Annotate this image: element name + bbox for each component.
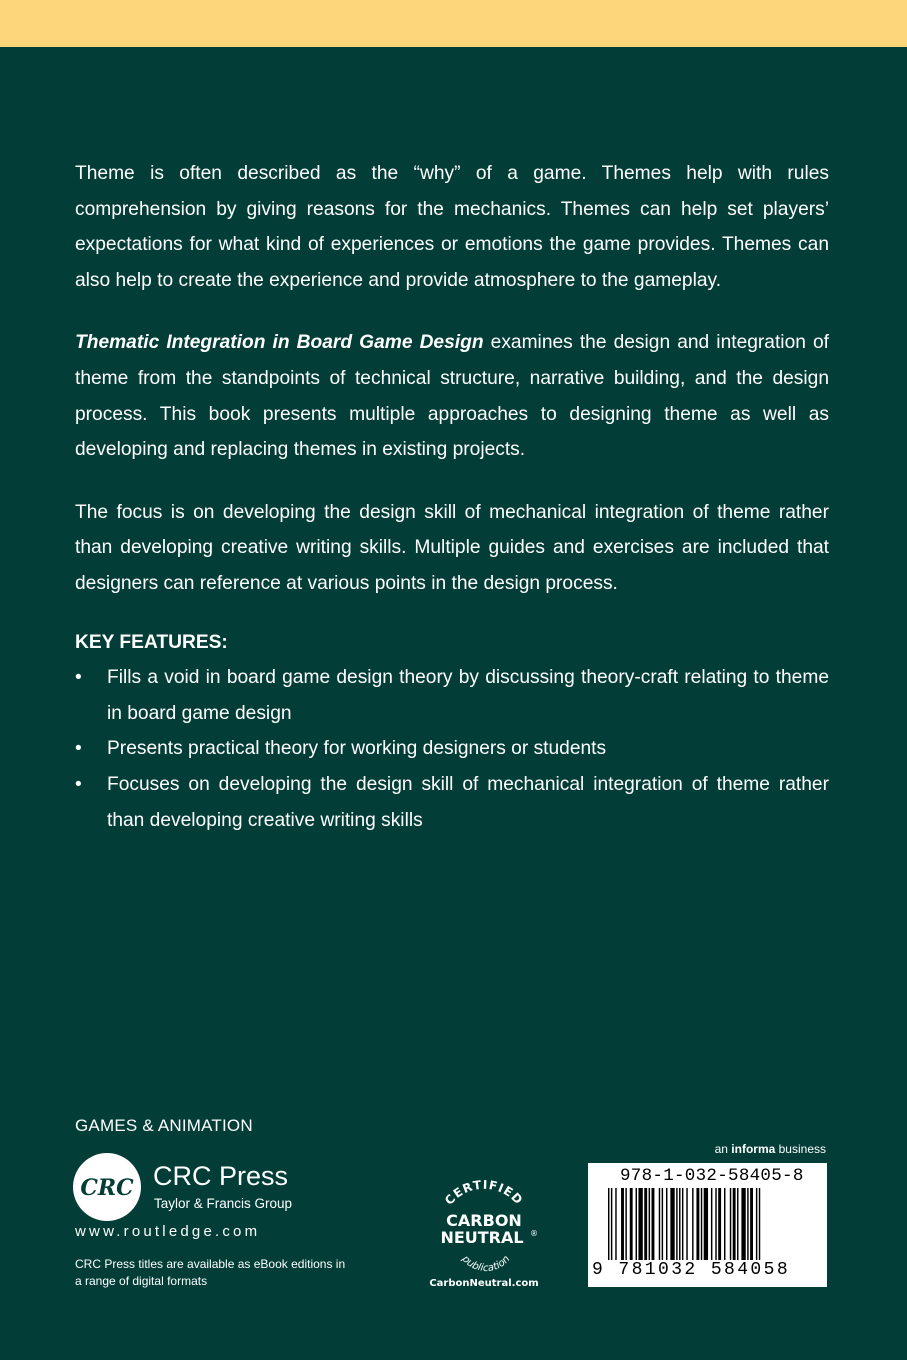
feature-text: Fills a void in board game design theory by discussing theory-craft relating to theme in board game design — [107, 667, 829, 724]
badge-certified: CERTIFIED — [442, 1177, 526, 1208]
publisher-website: www.routledge.com — [75, 1223, 261, 1240]
top-color-band — [0, 0, 907, 47]
isbn-barcode — [588, 1163, 827, 1287]
ebook-note: CRC Press titles are available as eBook editions in a range of digital formats — [75, 1257, 346, 1288]
key-features-list — [75, 660, 829, 838]
blurb-paragraph-2-text: examines the design and integration of theme from the standpoints of technical structure, narrative building, and the design process. This book presents multiple approaches to designing theme as well as developing and replacing themes in existing projects. — [75, 332, 829, 461]
isbn-number: 978-1-032-58405-8 — [620, 1166, 804, 1186]
list-item — [75, 731, 829, 767]
svg-text:CERTIFIED — [442, 1178, 526, 1208]
badge-site: CarbonNeutral.com — [429, 1278, 539, 1289]
informa-brand: informa — [731, 1142, 776, 1156]
bullet-icon: • — [75, 773, 82, 795]
bullet-icon: • — [75, 738, 82, 760]
list-item — [75, 660, 829, 731]
informa-suffix: business — [775, 1142, 826, 1156]
badge-publication: publication — [459, 1253, 513, 1275]
crc-logo-text: CRC — [80, 1175, 134, 1201]
crc-press-logo — [72, 1152, 142, 1222]
informa-prefix: an — [714, 1142, 732, 1156]
publisher-name: CRC Press — [153, 1161, 289, 1191]
subject-category: GAMES & ANIMATION — [75, 1116, 253, 1135]
key-features-heading: KEY FEATURES: — [75, 631, 228, 653]
carbon-neutral-badge — [420, 1168, 548, 1294]
key-features — [75, 625, 829, 839]
informa-tagline — [715, 1142, 826, 1156]
svg-text:publication — [459, 1253, 512, 1274]
badge-neutral: NEUTRAL — [440, 1228, 524, 1247]
back-cover-blurb — [75, 156, 829, 838]
list-item — [75, 767, 829, 838]
feature-text: Focuses on developing the design skill of mechanical integration of theme rather than developing creative writing skills — [107, 773, 829, 831]
ean-digits: 9 781032 584058 — [592, 1260, 791, 1280]
blurb-paragraph-3: The focus is on developing the design skill of mechanical integration of theme rather than developing creative writing skills. Multiple guides and exercises are included that designers can reference at various points in the design process. — [75, 501, 829, 594]
book-title: Thematic Integration in Board Game Design — [75, 332, 484, 354]
blurb-paragraph-2 — [75, 325, 829, 467]
bullet-icon: • — [75, 667, 82, 689]
badge-registered: ® — [530, 1229, 538, 1238]
publisher-group: Taylor & Francis Group — [154, 1196, 293, 1211]
feature-text: Presents practical theory for working designers or students — [107, 738, 607, 760]
ean-number — [592, 1260, 824, 1280]
badge-carbon: CARBON — [446, 1211, 522, 1230]
blurb-paragraph-1: Theme is often described as the “why” of a game. Themes help with rules comprehension by giving reasons for the mechanics. Themes can help set players’ expectations for what kind of experiences or emotions the game provides. Themes can also help to create the experience and provide atmosphere to the gameplay. — [75, 163, 829, 291]
